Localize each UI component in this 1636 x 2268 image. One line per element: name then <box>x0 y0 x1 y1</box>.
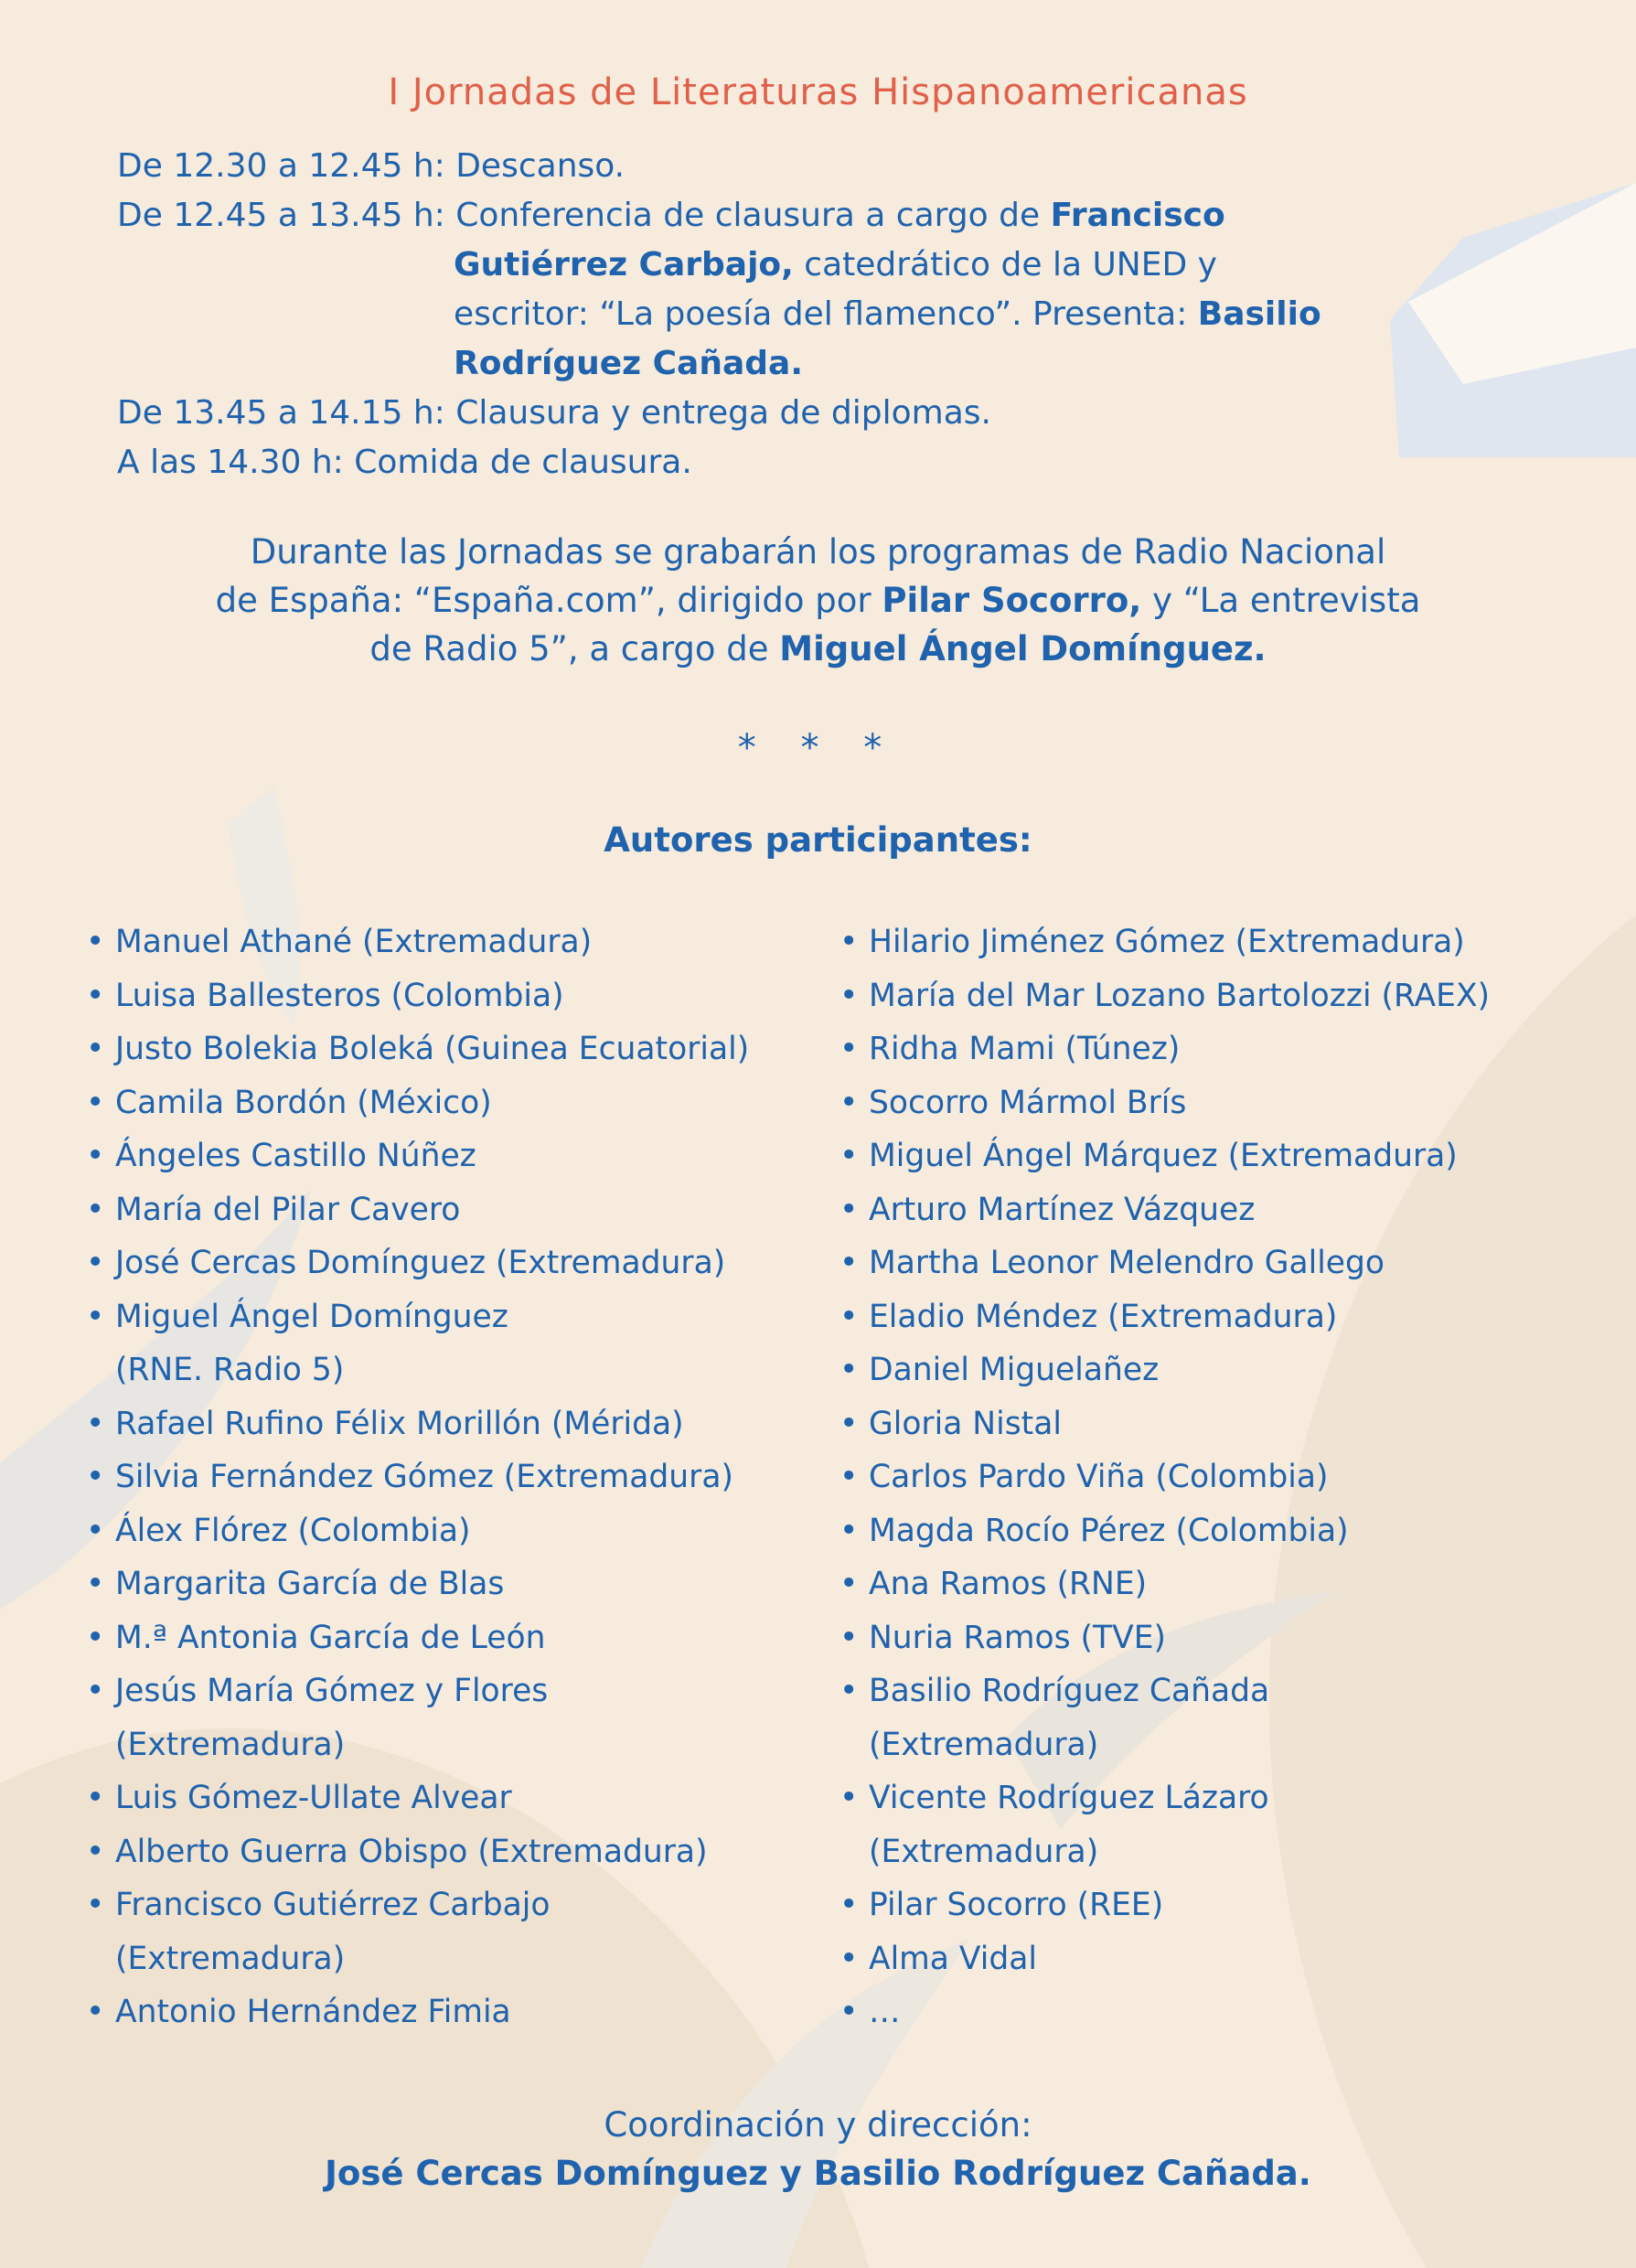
author-item <box>115 1076 810 1130</box>
radio-line: Durante las Jornadas se grabarán los programas de Radio Nacional <box>250 532 1386 572</box>
author-name: • Francisco Gutiérrez Carbajo (Extremadura) <box>115 1887 551 1977</box>
author-name: • Justo Bolekia Boleká (Guinea Ecuatorial) <box>115 1031 750 1067</box>
author-name: • Daniel Miguelañez <box>869 1352 1160 1388</box>
author-item <box>115 969 810 1023</box>
author-name: • Margarita García de Blas <box>115 1566 505 1602</box>
author-name: • … <box>869 1994 901 2030</box>
author-item <box>869 1183 1591 1237</box>
schedule-text: catedrático de la UNED y <box>793 246 1217 284</box>
author-name: • Alma Vidal <box>869 1940 1037 1977</box>
author-item <box>869 1611 1591 1665</box>
schedule <box>117 142 1397 487</box>
author-item <box>869 1290 1591 1344</box>
section-separator: * * * <box>737 727 899 769</box>
author-item <box>115 1611 810 1665</box>
author-item <box>869 1771 1591 1878</box>
author-item <box>115 1236 810 1290</box>
author-item <box>115 1504 810 1558</box>
author-name: • María del Pilar Cavero <box>115 1191 461 1228</box>
author-name: • Miguel Ángel Domínguez (RNE. Radio 5) <box>115 1298 508 1388</box>
authors-list-left <box>115 915 810 2039</box>
coordination-label: Coordinación y dirección: <box>604 2105 1032 2145</box>
author-item <box>115 915 810 969</box>
author-name: • Carlos Pardo Viña (Colombia) <box>869 1459 1329 1495</box>
author-name: • Eladio Méndez (Extremadura) <box>869 1298 1338 1335</box>
radio-text: y “La entrevista <box>1141 581 1421 620</box>
author-name: • Álex Flórez (Colombia) <box>115 1512 471 1549</box>
author-name: • Basilio Rodríguez Cañada (Extremadura) <box>869 1673 1270 1763</box>
author-name: • Antonio Hernández Fimia <box>115 1994 511 2030</box>
author-name: • Hilario Jiménez Gómez (Extremadura) <box>869 924 1465 960</box>
authors-list-right <box>869 915 1591 2039</box>
author-item <box>869 1450 1591 1504</box>
author-item <box>869 1664 1591 1771</box>
author-item <box>115 1183 810 1237</box>
author-name: • Ridha Mami (Túnez) <box>869 1031 1181 1067</box>
author-name: • José Cercas Domínguez (Extremadura) <box>115 1245 726 1281</box>
author-name: • Magda Rocío Pérez (Colombia) <box>869 1512 1349 1549</box>
presenter-name: Basilio <box>1197 295 1321 333</box>
schedule-text: De 12.45 a 13.45 h: Conferencia de clausura a cargo de <box>117 197 1051 234</box>
author-item <box>869 1557 1591 1611</box>
radio-line <box>0 576 1636 625</box>
author-item <box>869 969 1591 1023</box>
author-item <box>115 1450 810 1504</box>
radio-text: de España: “España.com”, dirigido por <box>215 581 882 620</box>
author-name: • María del Mar Lozano Bartolozzi (RAEX) <box>869 977 1491 1014</box>
schedule-text: escritor: “La poesía del flamenco”. Presenta: <box>454 295 1198 333</box>
author-name: • Ana Ramos (RNE) <box>869 1566 1148 1602</box>
author-item <box>869 1236 1591 1290</box>
author-item <box>115 1290 810 1397</box>
author-name: • Rafael Rufino Félix Morillón (Mérida) <box>115 1405 684 1442</box>
author-item <box>115 1878 810 1985</box>
host-name: Pilar Socorro, <box>882 581 1142 620</box>
author-item <box>115 1022 810 1076</box>
author-name: • M.ª Antonia García de León <box>115 1619 546 1656</box>
author-item <box>115 1771 810 1825</box>
author-name: • Silvia Fernández Gómez (Extremadura) <box>115 1459 733 1495</box>
coordination-names: José Cercas Domínguez y Basilio Rodríguez Cañada. <box>325 2154 1311 2193</box>
author-item <box>115 1825 810 1879</box>
schedule-line <box>117 241 1397 290</box>
author-item <box>869 1076 1591 1130</box>
author-item <box>869 1129 1591 1183</box>
author-name: • Arturo Martínez Vázquez <box>869 1191 1256 1228</box>
author-item <box>115 1985 810 2039</box>
author-name: • Nuria Ramos (TVE) <box>869 1619 1166 1656</box>
schedule-line: A las 14.30 h: Comida de clausura. <box>117 444 692 481</box>
author-item <box>869 1504 1591 1558</box>
author-item <box>869 1397 1591 1451</box>
author-name: • Martha Leonor Melendro Gallego <box>869 1245 1385 1281</box>
author-name: • Pilar Socorro (REE) <box>869 1887 1164 1923</box>
author-item <box>115 1557 810 1611</box>
author-name: • Ángeles Castillo Núñez <box>115 1138 476 1174</box>
schedule-line: De 13.45 a 14.15 h: Clausura y entrega de diplomas. <box>117 394 991 432</box>
author-name: • Alberto Guerra Obispo (Extremadura) <box>115 1833 708 1870</box>
schedule-line <box>117 191 1397 241</box>
author-item <box>115 1397 810 1451</box>
schedule-line: De 12.30 a 12.45 h: Descanso. <box>117 147 626 185</box>
author-item <box>869 1985 1591 2039</box>
schedule-line <box>117 290 1397 339</box>
host-name: Miguel Ángel Domínguez. <box>779 629 1267 669</box>
schedule-line <box>117 339 1397 389</box>
radio-text: de Radio 5”, a cargo de <box>369 629 780 669</box>
author-name: • Miguel Ángel Márquez (Extremadura) <box>869 1138 1458 1174</box>
author-item <box>869 1022 1591 1076</box>
presenter-name: Rodríguez Cañada. <box>454 345 803 382</box>
author-item <box>115 1664 810 1771</box>
author-item <box>869 1878 1591 1932</box>
page-title: I Jornadas de Literaturas Hispanoamericanas <box>388 71 1248 113</box>
author-item <box>115 1129 810 1183</box>
author-name: • Luisa Ballesteros (Colombia) <box>115 977 564 1014</box>
author-item <box>869 1932 1591 1986</box>
speaker-name: Francisco <box>1050 197 1225 234</box>
author-name: • Vicente Rodríguez Lázaro (Extremadura) <box>869 1780 1269 1870</box>
author-name: • Manuel Athané (Extremadura) <box>115 924 593 960</box>
author-name: • Socorro Mármol Brís <box>869 1084 1187 1121</box>
author-item <box>869 915 1591 969</box>
author-name: • Gloria Nistal <box>869 1405 1062 1442</box>
author-name: • Camila Bordón (México) <box>115 1084 492 1121</box>
author-name: • Luis Gómez-Ullate Alvear <box>115 1780 512 1816</box>
radio-announcement <box>0 528 1636 673</box>
author-item <box>869 1343 1591 1397</box>
author-name: • Jesús María Gómez y Flores (Extremadura) <box>115 1673 549 1763</box>
speaker-name: Gutiérrez Carbajo, <box>454 246 794 284</box>
authors-heading: Autores participantes: <box>604 820 1032 860</box>
radio-line <box>0 625 1636 673</box>
